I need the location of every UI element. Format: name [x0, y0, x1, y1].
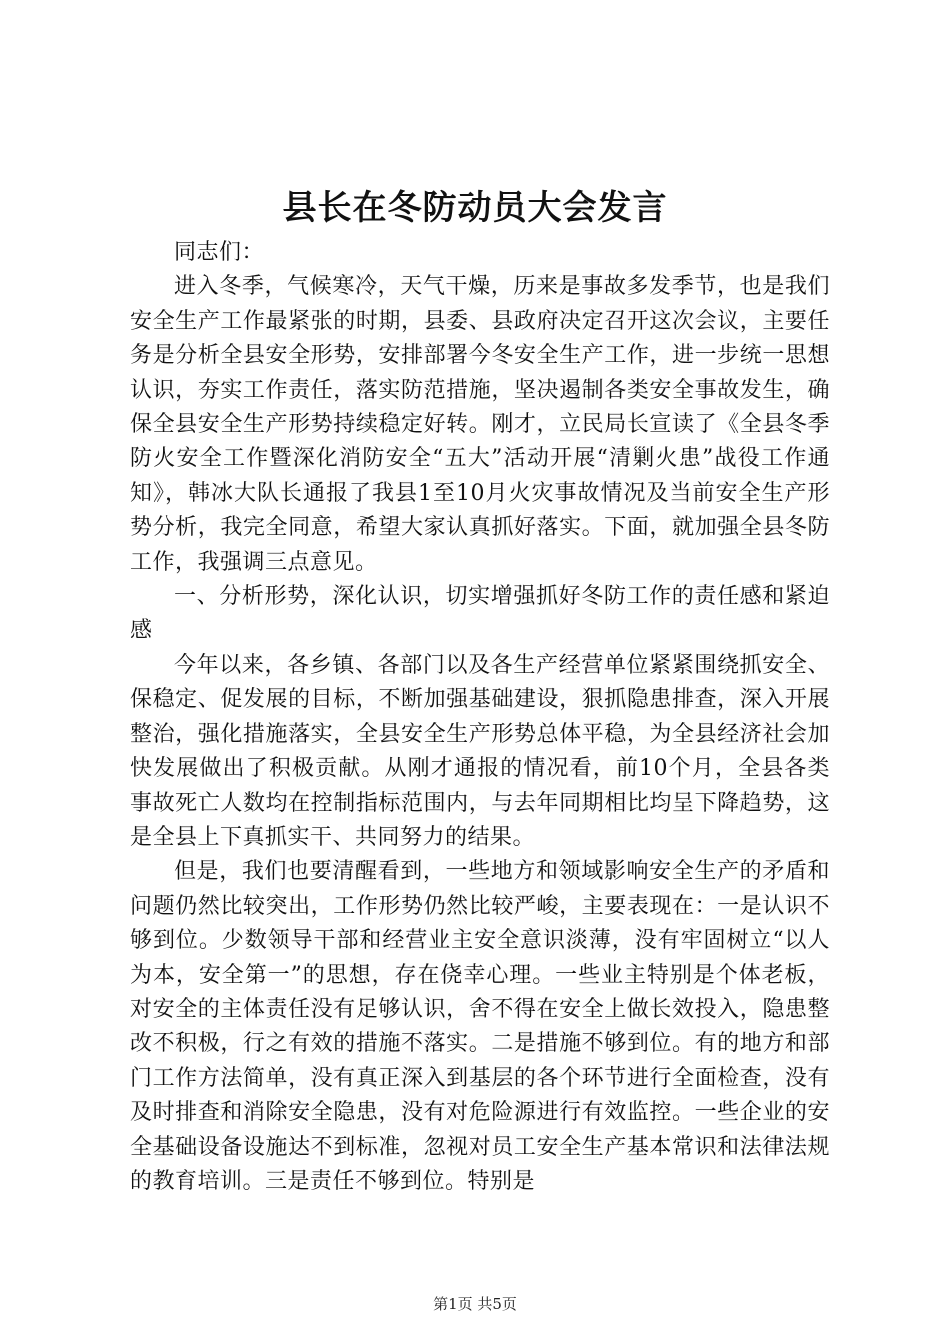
salutation-paragraph: 同志们： [174, 240, 265, 265]
document-title: 县长在冬防动员大会发言 [282, 188, 668, 228]
document-body [130, 236, 830, 1199]
body-paragraph: 但是，我们也要清醒看到，一些地方和领域影响安全生产的矛盾和问题仍然比较突出，工作形势仍然比较严峻，主要表现在：一是认识不够到位。少数领导干部和经营业主安全意识淡薄，没有牢固树立“以人为本，安全第一”的思想，存在侥幸心理。一些业主特别是个体老板，对安全的主体责任没有足够认识，舍不得在安全上做长效投入，隐患整改不积极，行之有效的措施不落实。二是措施不够到位。有的地方和部门工作方法简单，没有真正深入到基层的各个环节进行全面检查，没有及时排查和消除安全隐患，没有对危险源进行有效监控。一些企业的安全基础设备设施达不到标准，忽视对员工安全生产基本常识和法律法规的教育培训。三是责任不够到位。特别是 [130, 859, 830, 1194]
section-heading: 一、分析形势，深化认识，切实增强抓好冬防工作的责任感和紧迫感 [130, 584, 830, 644]
body-paragraph: 进入冬季，气候寒冷，天气干燥，历来是事故多发季节，也是我们安全生产工作最紧张的时期，县委、县政府决定召开这次会议，主要任务是分析全县安全形势，安排部署今冬安全生产工作，进一步统一思想认识，夯实工作责任，落实防范措施，坚决遏制各类安全事故发生，确保全县安全生产形势持续稳定好转。刚才，立民局长宣读了《全县冬季防火安全工作暨深化消防安全“五大”活动开展“清剿火患”战役工作通知》，韩冰大队长通报了我县1至10月火灾事故情况及当前安全生产形势分析，我完全同意，希望大家认真抓好落实。下面，就加强全县冬防工作，我强调三点意见。 [130, 274, 830, 575]
body-paragraph: 今年以来，各乡镇、各部门以及各生产经营单位紧紧围绕抓安全、保稳定、促发展的目标，不断加强基础建设，狠抓隐患排查，深入开展整治，强化措施落实，全县安全生产形势总体平稳，为全县经济社会加快发展做出了积极贡献。从刚才通报的情况看，前10个月，全县各类事故死亡人数均在控制指标范围内，与去年同期相比均呈下降趋势，这是全县上下真抓实干、共同努力的结果。 [130, 652, 830, 850]
page-footer: 第1页 共5页 [433, 1295, 517, 1313]
